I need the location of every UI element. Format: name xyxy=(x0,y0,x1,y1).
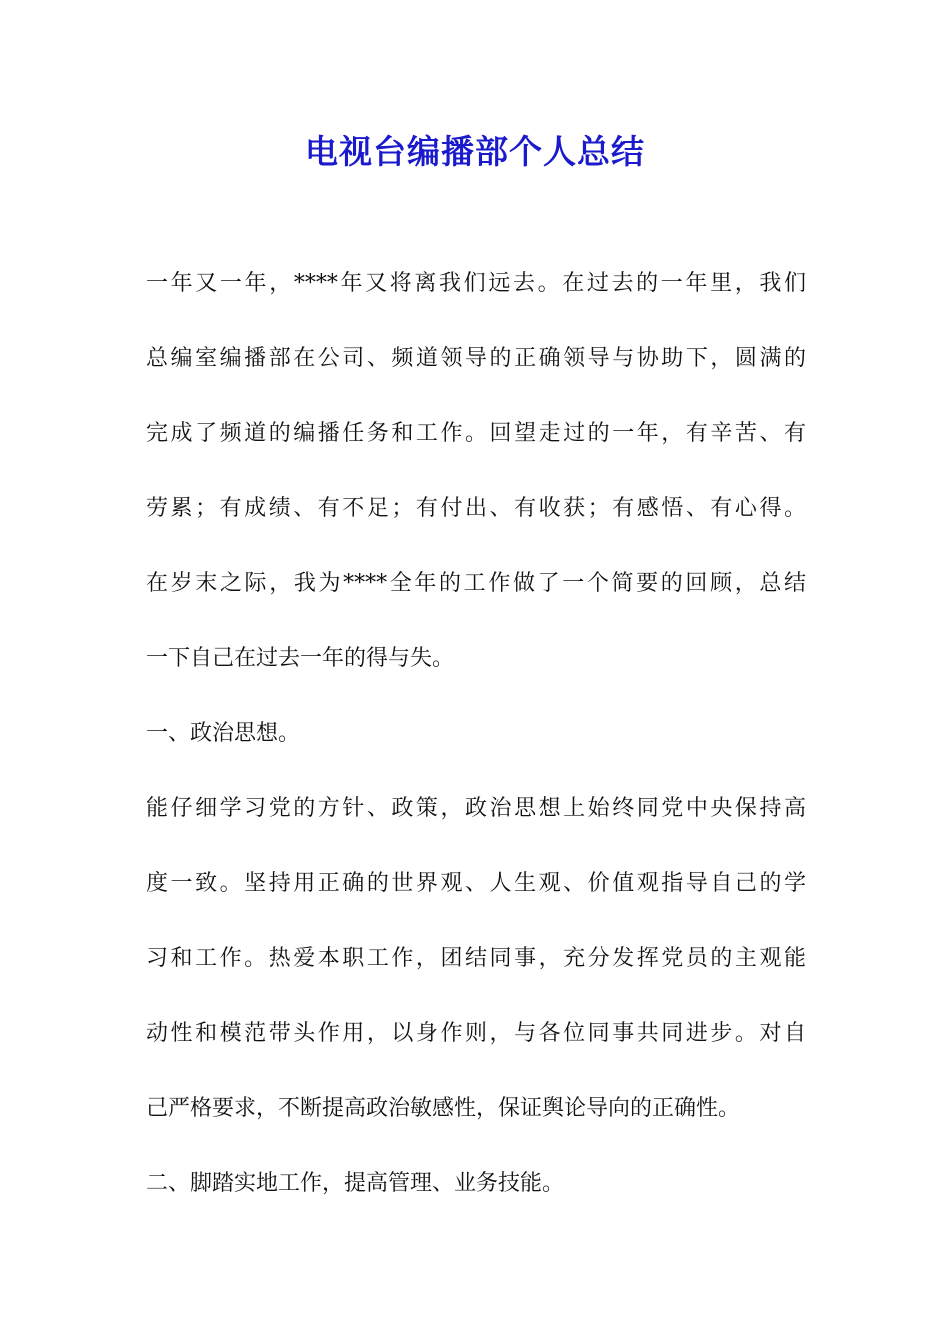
paragraph-line-5: 在岁末之际，我为****全年的工作做了一个简要的回顾，总结 xyxy=(146,571,806,596)
section-heading-1: 一、政治思想。 xyxy=(146,721,301,746)
paragraph-line-9: 习和工作。热爱本职工作，团结同事，充分发挥党员的主观能 xyxy=(146,946,806,971)
paragraph-line-4: 劳累；有成绩、有不足；有付出、有收获；有感悟、有心得。 xyxy=(146,496,806,521)
paragraph-line-1: 一年又一年，****年又将离我们远去。在过去的一年里，我们 xyxy=(146,271,806,296)
paragraph-line-2: 总编室编播部在公司、频道领导的正确领导与协助下，圆满的 xyxy=(146,346,806,371)
document-title: 电视台编播部个人总结 xyxy=(305,132,645,171)
paragraph-line-8: 度一致。坚持用正确的世界观、人生观、价值观指导自己的学 xyxy=(146,871,806,896)
paragraph-line-6: 一下自己在过去一年的得与失。 xyxy=(146,646,455,671)
paragraph-line-3: 完成了频道的编播任务和工作。回望走过的一年，有辛苦、有 xyxy=(146,421,806,446)
paragraph-line-11: 己严格要求，不断提高政治敏感性，保证舆论导向的正确性。 xyxy=(146,1096,741,1121)
section-heading-2: 二、脚踏实地工作，提高管理、业务技能。 xyxy=(146,1171,565,1196)
paragraph-line-7: 能仔细学习党的方针、政策，政治思想上始终同党中央保持高 xyxy=(146,796,806,821)
paragraph-line-10: 动性和模范带头作用，以身作则，与各位同事共同进步。对自 xyxy=(146,1021,806,1046)
